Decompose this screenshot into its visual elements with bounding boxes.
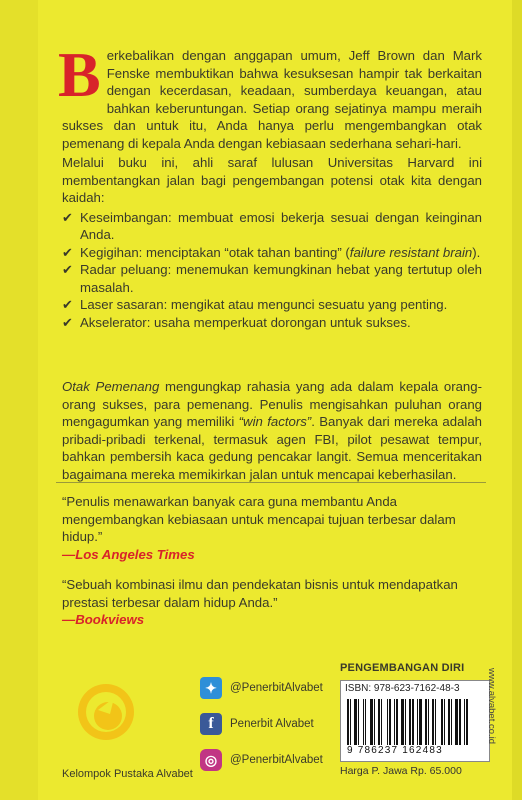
facebook-icon: f	[200, 713, 222, 735]
check-icon: ✔	[62, 262, 73, 277]
list-item: ✔ Akselerator: usaha memperkuat dorongan untuk sukses.	[62, 314, 411, 330]
summary-paragraph: Otak Pemenang mengungkap rahasia yang ada dalam kepala orang-orang sukses, para pemenang. Penulis mengisahkan puluhan orang mengagumkan yang memiliki “win factors”. Banyak dari mereka adalah pribadi-pribadi terkenal, termasuk agen FBI, pilot pesawat tempur, bahkan pembersih kaca gedung pencakar langit. Semua menceritakan bagaimana mereka memikirkan jalan untuk mencapai keberhasilan.	[62, 379, 483, 482]
cover-fold-right	[512, 0, 522, 800]
check-icon: ✔	[62, 244, 73, 260]
check-icon: ✔	[62, 314, 73, 330]
principles-section	[62, 154, 482, 331]
check-icon: ✔	[62, 297, 73, 312]
list-item: ✔ Keseimbangan: membuat emosi bekerja sesuai dengan keinginan Anda.	[62, 209, 482, 242]
website-url[interactable]: www.alvabet.co.id	[486, 668, 497, 745]
drop-cap: B	[58, 39, 101, 110]
gemilang-logo	[74, 668, 142, 746]
isbn-label: ISBN: 978-623-7162-48-3	[345, 683, 460, 694]
list-item: ✔ Laser sasaran: mengikat atau mengunci sesuatu yang penting.	[62, 297, 448, 312]
twitter-link[interactable]: ✦ @PenerbitAlvabet	[200, 677, 323, 699]
intro-paragraph	[58, 39, 482, 152]
list-item: ✔ Kegigihan: menciptakan “otak tahan banting” (failure resistant brain).	[62, 244, 481, 260]
list-item: ✔ Radar peluang: menemukan kemungkinan hebat yang tertutup oleh masalah.	[62, 262, 482, 295]
publisher-name: Kelompok Pustaka Alvabet	[62, 768, 193, 780]
principles-list	[62, 209, 482, 332]
check-icon: ✔	[62, 209, 73, 225]
section-divider	[56, 482, 486, 483]
review-quote: “Penulis menawarkan banyak cara guna membantu Anda mengembangkan kebiasaan untuk mencapai tujuan terbesar dalam hidup.” —Los Angeles Times	[62, 493, 482, 563]
cover-fold-left	[0, 0, 38, 800]
intro-text: erkebalikan dengan anggapan umum, Jeff Brown dan Mark Fenske membuktikan bahwa kesuksesan hampir tak berkaitan dengan kecerdasan, keadaan, sumberdaya keuangan, atau bahkan keberuntungan. Setiap orang sejatinya mampu meraih sukses dan untuk itu, Anda hanya perlu mengembangkan otak pemenang di kepala Anda dengan kebiasaan sederhana sehari-hari.	[62, 48, 482, 151]
genre-label: PENGEMBANGAN DIRI	[340, 662, 465, 674]
review-source: —Bookviews	[62, 612, 145, 627]
twitter-icon: ✦	[200, 677, 222, 699]
barcode-box	[340, 680, 490, 762]
principles-intro: Melalui buku ini, ahli saraf lulusan Universitas Harvard ini membentangkan jalan bagi pengembangan potensi otak kita dengan kaidah:	[62, 155, 482, 205]
facebook-link[interactable]: f Penerbit Alvabet	[200, 713, 314, 735]
instagram-link[interactable]: ◎ @PenerbitAlvabet	[200, 749, 323, 771]
price-label: Harga P. Jawa Rp. 65.000	[340, 765, 462, 777]
review-quote: “Sebuah kombinasi ilmu dan pendekatan bisnis untuk mendapatkan prestasi terbesar dalam hidup Anda.” —Bookviews	[62, 576, 482, 629]
barcode-digits: 9 786237 162483	[347, 745, 443, 756]
barcode-icon	[347, 699, 483, 745]
instagram-icon: ◎	[200, 749, 222, 771]
review-source: —Los Angeles Times	[62, 546, 195, 562]
